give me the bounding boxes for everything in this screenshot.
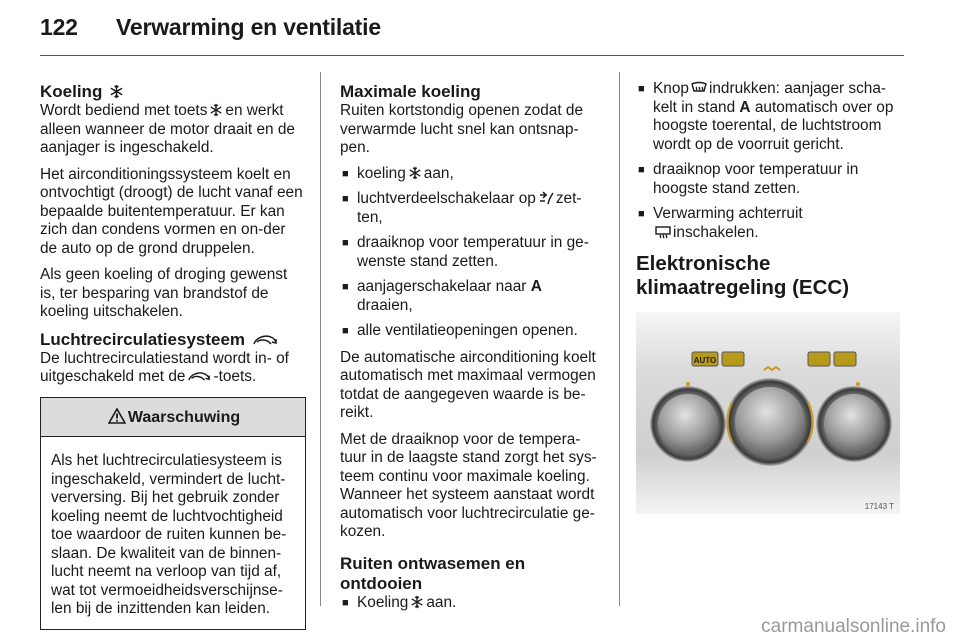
section-heading-recirculation: Luchtrecirculatiesysteem [40,330,306,350]
page-title: Verwarming en ventilatie [116,14,381,40]
paragraph: Het airconditioningssysteem koelt en ontvochtigt (droogt) de lucht vanaf een bepaalde buitentemperatuur. Er kan zich dan condens vormen en on-der de auto op de grond druppelen. [40,165,303,257]
auto-button-label: AUTO [693,356,717,365]
snowflake-icon [408,166,422,180]
list-item: ■ Koeling aan. [340,594,605,613]
column-divider [320,72,321,606]
list-item: ■ luchtverdeelschakelaar op zet-ten, [340,190,605,227]
air-distribution-icon [538,191,554,205]
warning-header: Waarschuwing [41,398,305,438]
list-item: ■ Verwarming achterruit inschakelen. [636,205,904,242]
climate-control-photo [636,312,900,514]
recirculation-icon [252,333,278,347]
column-divider [619,72,620,606]
list-item: ■ draaiknop voor temperatuur in ge-wenste stand zetten. [340,234,605,271]
snowflake-icon [109,84,124,99]
snowflake-icon [410,595,424,609]
paragraph: Als geen koeling of droging gewenst is, ter besparing van brandstof de koeling uitschakelen. [40,266,288,320]
warning-triangle-icon [108,408,126,424]
watermark: carmanualsonline.info [761,616,946,637]
rear-window-heating-icon [655,225,671,239]
header-rule [40,55,904,56]
section-heading-koeling: Koeling [40,82,306,102]
steps-list [340,165,605,341]
list-item: ■ Knop indrukken: aanjager scha-kelt in stand A automatisch over op hoogste toerental, de luchtstroom wordt op de voorruit gericht. [636,80,904,154]
recirculation-icon [187,370,211,383]
column-2 [340,80,605,620]
paragraph: De luchtrecirculatiestand wordt in- of uitgeschakeld met de -toets. [40,349,289,385]
list-item: ■ alle ventilatieopeningen openen. [340,322,605,341]
list-item: ■ koeling aan, [340,165,605,184]
section-heading-defrost: Ruiten ontwasemen en ontdooien [340,553,526,593]
snowflake-icon [209,103,223,117]
warning-text: Als het luchtrecirculatiesysteem is ingeschakeld, vermindert de lucht-verversing. Bij het gebruik zonder koeling neemt de luchtvochtigheid toe waardoor de ruiten kunnen be-slaan. De kwaliteit van de binnen-lucht neemt na verloop van tijd af, wat tot vermoeidheidsverschijnse-len bij de inzittenden kan leiden. [51,452,287,617]
paragraph: Met de draaiknop voor de tempera-tuur in de laagste stand zorgt het sys-teem continu voor maximale koeling. Wanneer het systeem aanstaat wordt automatisch voor luchtrecirculatie ge-kozen. [340,430,597,540]
section-heading-max-cooling: Maximale koeling [340,82,481,101]
figure-code: 17143 T [864,502,894,511]
column-1 [40,80,306,630]
paragraph: De automatische airconditioning koelt automatisch met maximaal vermogen totdat de aangegeven waarde is be-reikt. [340,348,596,421]
column-3 [636,80,904,520]
defrost-list [340,594,605,613]
list-item: ■ aanjagerschakelaar naar A draaien, [340,278,605,315]
paragraph: Ruiten kortstondig openen zodat de verwarmde lucht snel kan ontsnap-pen. [340,102,584,156]
section-heading-ecc: Elektronische klimaatregeling (ECC) [636,252,850,299]
windscreen-defrost-icon [691,81,707,95]
page-header [40,14,381,41]
list-item: ■ draaiknop voor temperatuur in hoogste stand zetten. [636,161,904,198]
page-number: 122 [40,14,78,40]
warning-box [40,397,306,630]
paragraph: Wordt bediend met toets en werkt alleen wanneer de motor draait en de aanjager is ingeschakeld. [40,102,295,156]
defrost-steps-list [636,80,904,242]
